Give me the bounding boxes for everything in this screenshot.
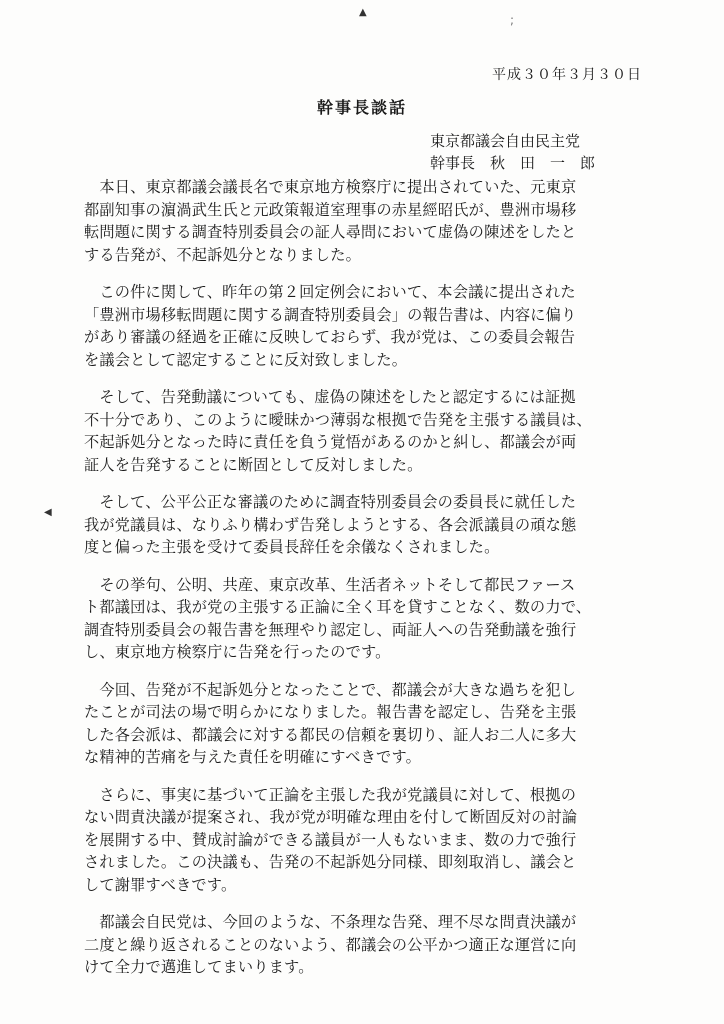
author-block (430, 130, 595, 174)
paragraph-5 (84, 574, 644, 664)
document-date: 平成３０年３月３０日 (492, 67, 642, 83)
paragraph-4 (84, 491, 644, 559)
paragraph-2 (84, 281, 644, 371)
paragraph-line: する告発が、不起訴処分となりました。 (84, 245, 361, 264)
paragraph-line: して謝罪すべきです。 (84, 875, 237, 894)
paragraph-line: けて全力で邁進してまいります。 (84, 958, 314, 976)
paragraph-3 (84, 386, 644, 476)
paragraph-line: さらに、事実に基づいて正論を主張した我が党議員に対して、根拠の (84, 785, 577, 804)
paragraph-line: ト都議団は、我が党の主張する正論に全く耳を貸すことなく、数の力で、 (84, 598, 592, 616)
scan-mark-top-right: ; (510, 13, 515, 27)
paragraph-line: 調査特別委員会の報告書を無理やり認定し、両証人への告発動議を強行 (84, 620, 577, 639)
scan-mark-left: ◀ (44, 507, 52, 518)
paragraph-6 (84, 679, 644, 769)
paragraph-line: その挙句、公明、共産、東京改革、生活者ネットそして都民ファース (84, 575, 576, 594)
paragraph-line: があり審議の経過を正確に反映しておらず、我が党は、この委員会報告 (84, 328, 576, 346)
paragraph-line: 都副知事の濵渦武生氏と元政策報道室理事の赤星經昭氏が、豊洲市場移 (84, 200, 577, 219)
paragraph-line: そして、公平公正な審議のために調査特別委員会の委員長に就任した (84, 493, 577, 511)
paragraph-line: を展開する中、賛成討論ができる議員が一人もないまま、数の力で強行 (84, 830, 577, 849)
paragraph-8 (84, 911, 644, 979)
document-body (84, 176, 644, 994)
paragraph-line: し、東京地方検察庁に告発を行ったのです。 (84, 643, 391, 661)
paragraph-line: した各会派は、都議会に対する都民の信頼を裏切り、証人お二人に多大 (84, 725, 577, 744)
paragraph-line: 今回、告発が不起訴処分となったことで、都議会が大きな過ちを犯し (84, 680, 577, 699)
paragraph-line: ない問責決議が提案され、我が党が明確な理由を付して断固反対の討論 (84, 808, 578, 826)
paragraph-line: を議会として認定することに反対致しました。 (84, 350, 408, 369)
paragraph-line: たことが司法の場で明らかになりました。報告書を認定し、告発を主張 (84, 703, 577, 721)
organization-name: 東京都議会自由民主党 (430, 132, 581, 150)
paragraph-line: 本日、東京都議会議長名で東京地方検察庁に提出されていた、元東京 (84, 178, 577, 196)
paragraph-line: な精神的苦痛を与えた責任を明確にすべきです。 (84, 748, 422, 766)
paragraph-7 (84, 784, 644, 897)
scan-mark-top: ▲ (359, 7, 367, 18)
paragraph-line: 我が党議員は、なりふり構わず告発しようとする、各会派議員の頑な態 (84, 515, 577, 534)
paragraph-line: この件に関して、昨年の第２回定例会において、本会議に提出された (84, 283, 576, 301)
paragraph-line: 不起訴処分となった時に責任を負う覚悟があるのかと糾し、都議会が両 (84, 433, 577, 451)
paragraph-line: 転問題に関する調査特別委員会の証人尋問において虚偽の陳述をしたと (84, 223, 577, 241)
document-title: 幹事長談話 (316, 98, 407, 117)
paragraph-line: 都議会自民党は、今回のような、不条理な告発、理不尽な問責決議が (84, 913, 577, 931)
paragraph-line: されました。この決議も、告発の不起訴処分同様、即刻取消し、議会と (84, 853, 577, 871)
paragraph-line: 証人を告発することに断固として反対しました。 (84, 455, 423, 474)
paragraph-1 (84, 176, 644, 266)
paragraph-line: 度と偏った主張を受けて委員長辞任を余儀なくされました。 (84, 538, 500, 556)
paragraph-line: 二度と繰り返されることのないよう、都議会の公平かつ適正な運営に向 (84, 935, 577, 954)
paragraph-line: そして、告発動議についても、虚偽の陳述をしたと認定するには証拠 (84, 388, 576, 406)
author-name: 幹事長 秋 田 一 郎 (430, 154, 596, 172)
paragraph-line: 不十分であり、このように曖昧かつ薄弱な根拠で告発を主張する議員は、 (84, 410, 592, 429)
paragraph-line: 「豊洲市場移転問題に関する調査特別委員会」の報告書は、内容に偏り (84, 305, 577, 324)
